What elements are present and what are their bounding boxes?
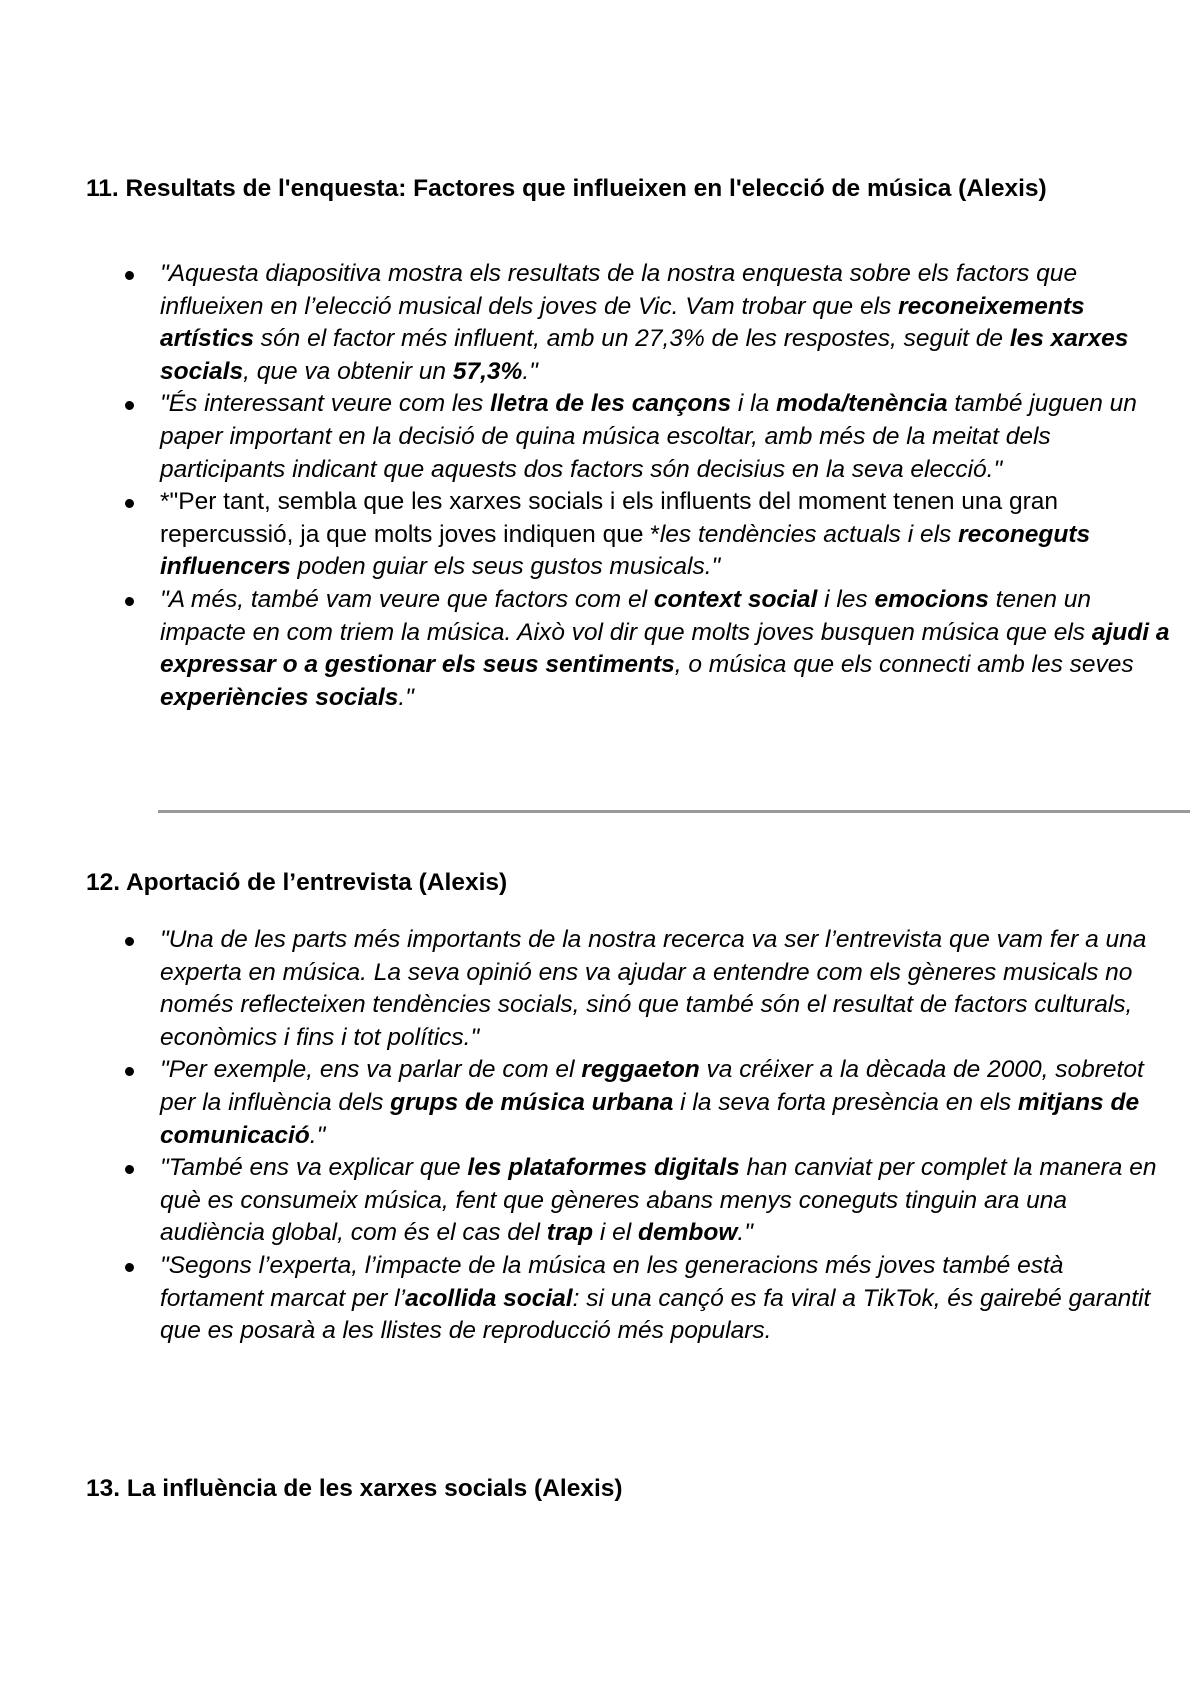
text-segment: ." xyxy=(737,1219,753,1247)
text-segment: i la xyxy=(731,390,777,418)
bullet-item xyxy=(160,924,1170,1054)
text-segment: tenen un impacte en com triem la música. Això vol dir que molts joves busquen música que els xyxy=(160,585,1092,646)
bullet-item xyxy=(160,1250,1170,1348)
text-segment: poden guiar els seus gustos musicals." xyxy=(290,553,721,581)
section-12-heading: 12. Aportació de l’entrevista (Alexis) xyxy=(86,869,508,896)
text-segment: "Una de les parts més importants de la nostra recerca va ser l’entrevista que vam fer a una experta en música. La seva opinió ens va ajudar a entendre com els gèneres musicals no només reflecteixen tendències socials, sinó que també són el resultat de factors culturals, econòmics i fins i tot polítics." xyxy=(160,926,1147,1051)
bold-text-segment: dembow xyxy=(638,1219,738,1247)
bold-text-segment: les plataformes digitals xyxy=(467,1154,740,1182)
text-segment: i la seva forta presència en els xyxy=(673,1088,1018,1116)
text-segment: , o música que els connecti amb les seves xyxy=(674,651,1134,679)
text-segment: ." xyxy=(309,1121,326,1149)
bold-text-segment: reggaeton xyxy=(581,1056,700,1084)
text-segment: també juguen un paper important en la decisió de quina música escoltar, amb més de la meitat dels participants indicant que aquests dos factors són decisius en la seva elecció." xyxy=(160,390,1137,483)
bold-text-segment: les xarxes socials xyxy=(160,325,1129,385)
bold-text-segment: reconeguts influencers xyxy=(160,520,1091,581)
bold-text-segment: mitjans de comunicació xyxy=(160,1088,1140,1149)
bold-text-segment: moda/tenència xyxy=(776,390,948,418)
bullet-item xyxy=(160,388,1170,486)
text-segment: "Segons l’experta, l’impacte de la música en les generacions més joves també està fortament marcat per l’ xyxy=(160,1251,1064,1312)
text-segment: les tendències actuals i els xyxy=(659,520,959,548)
section-12-bullet-list xyxy=(160,924,1170,1348)
text-segment: , que va obtenir un xyxy=(243,357,453,385)
text-segment: *"Per tant, sembla que les xarxes socials i els influents del moment tenen una gran repercussió, ja que molts joves indiquen que * xyxy=(160,488,1058,548)
bold-text-segment: grups de música urbana xyxy=(390,1088,674,1116)
bullet-item xyxy=(160,584,1170,714)
text-segment: ." xyxy=(522,357,538,385)
text-segment: va créixer a la dècada de 2000, sobretot per la influència dels xyxy=(160,1056,1144,1116)
text-segment: "És interessant veure com les xyxy=(160,390,491,418)
bold-text-segment: acollida social xyxy=(405,1284,573,1312)
bold-text-segment: 57,3% xyxy=(452,357,523,385)
bold-text-segment: reconeixements artístics xyxy=(160,292,1085,353)
bullet-item xyxy=(160,258,1170,388)
text-segment: han canviat per complet la manera en què es consumeix música, fent que gèneres abans menys coneguts tinguin ara una audiència global, com és el cas del xyxy=(160,1154,1157,1247)
bold-text-segment: context social xyxy=(653,585,818,613)
bold-text-segment: experiències socials xyxy=(160,683,399,711)
bullet-item xyxy=(160,1152,1170,1250)
bullet-item xyxy=(160,1054,1170,1152)
bold-text-segment: ajudi a expressar o a gestionar els seus sentiments xyxy=(160,618,1170,679)
section-11-bullet-list xyxy=(160,258,1170,714)
text-segment: "També ens va explicar que xyxy=(160,1154,468,1182)
section-11-heading: 11. Resultats de l'enquesta: Factores que influeixen en l'elecció de música (Alexis) xyxy=(86,175,1047,202)
text-segment: "Aquesta diapositiva mostra els resultats de la nostra enquesta sobre els factors que influeixen en l’elecció musical dels joves de Vic. Vam trobar que els xyxy=(160,260,1078,320)
bold-text-segment: trap xyxy=(546,1219,594,1247)
text-segment: i les xyxy=(817,585,875,613)
text-segment: són el factor més influent, amb un 27,3% de les respostes, seguit de xyxy=(253,325,1010,353)
text-segment: i el xyxy=(593,1219,639,1247)
bold-text-segment: lletra de les cançons xyxy=(490,390,732,418)
text-segment: ." xyxy=(398,683,414,711)
bullet-item xyxy=(160,486,1170,584)
horizontal-divider xyxy=(158,810,1190,813)
bold-text-segment: emocions xyxy=(874,585,989,613)
section-13-heading: 13. La influència de les xarxes socials (Alexis) xyxy=(86,1475,623,1502)
text-segment: "Per exemple, ens va parlar de com el xyxy=(160,1056,582,1084)
text-segment: : si una cançó es fa viral a TikTok, és gairebé garantit que es posarà a les llistes de reproducció més populars. xyxy=(160,1284,1151,1345)
text-segment: "A més, també vam veure que factors com el xyxy=(160,585,654,613)
